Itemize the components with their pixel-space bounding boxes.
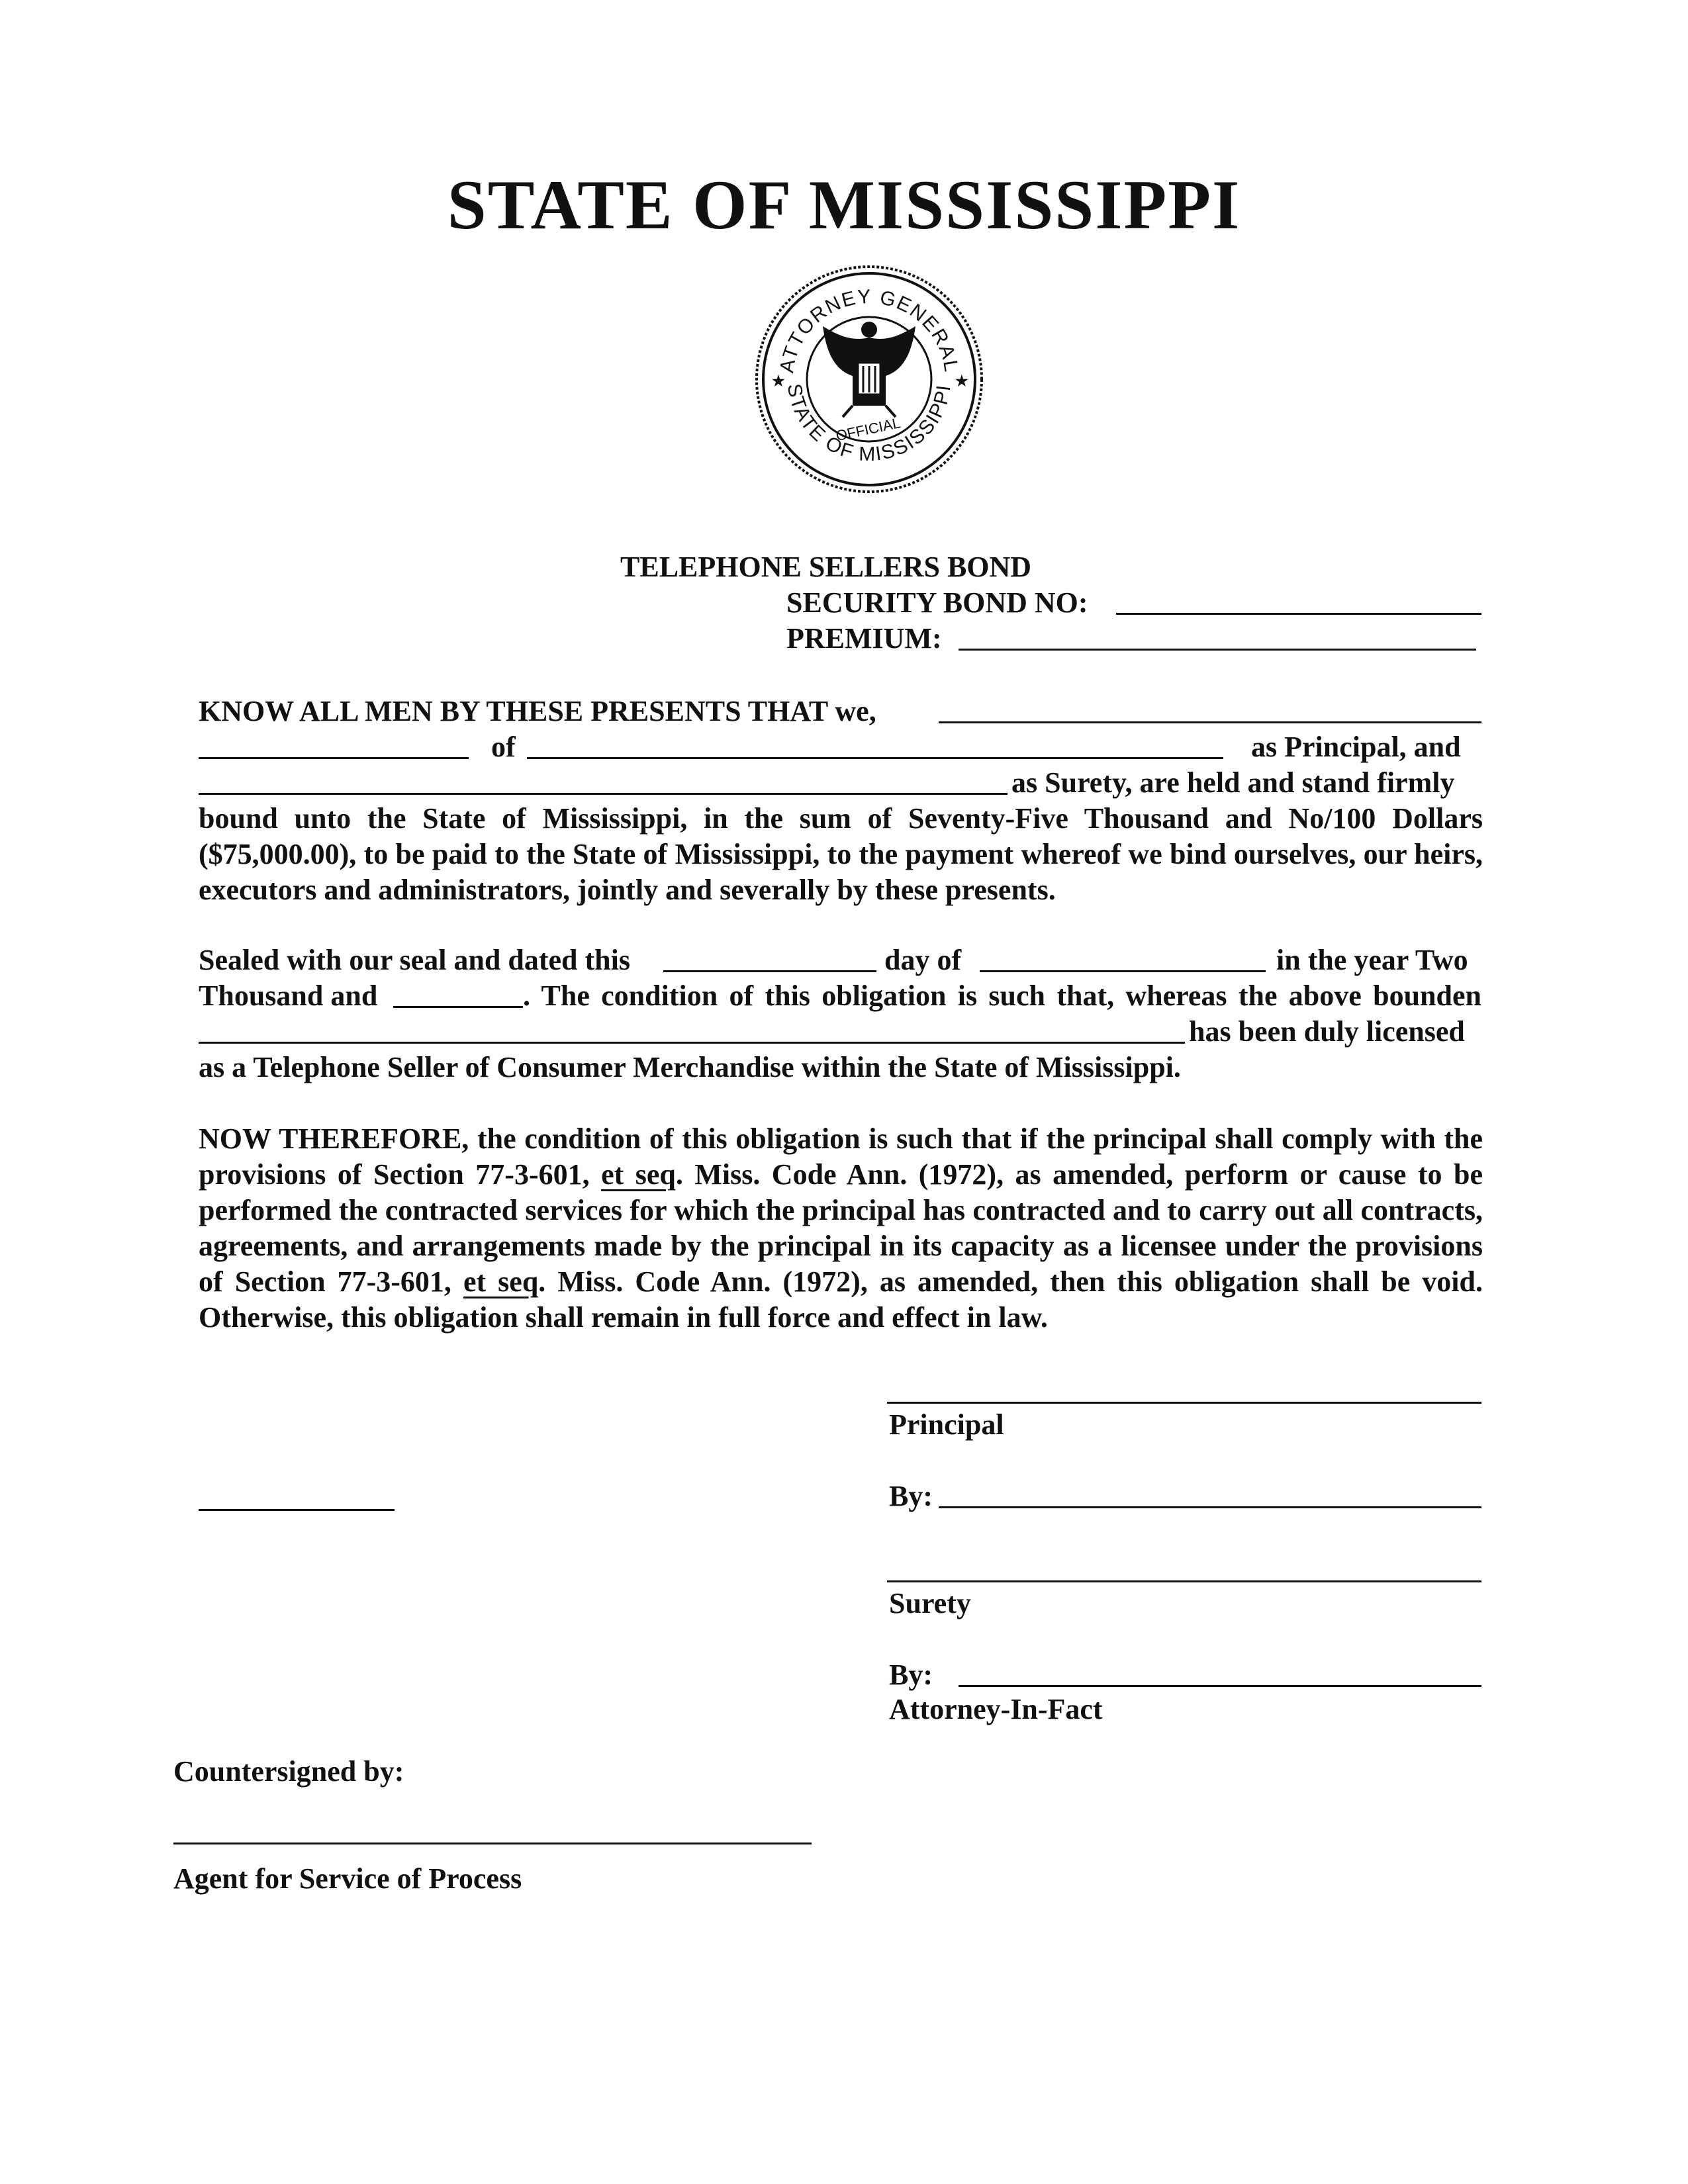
countersigned-label: Countersigned by: bbox=[173, 1755, 404, 1788]
svg-text:★: ★ bbox=[772, 373, 785, 389]
of-text: of bbox=[491, 731, 516, 763]
et-seq-1: et seq bbox=[601, 1158, 676, 1191]
page-title: STATE OF MISSISSIPPI bbox=[447, 166, 1241, 244]
as-principal-text: as Principal, and bbox=[1251, 731, 1461, 763]
et-seq-2: et seq bbox=[463, 1265, 539, 1298]
principal-label: Principal bbox=[889, 1408, 1004, 1441]
sealed-text: Sealed with our seal and dated this bbox=[199, 944, 630, 976]
seal-bottom-text: STATE OF MISSISSIPPI bbox=[782, 382, 955, 466]
principal-signature-field[interactable] bbox=[887, 1402, 1481, 1404]
year-field[interactable] bbox=[393, 1006, 523, 1008]
para3-part1: NOW THEREFORE, the condition of this obligation is such that if the principal shall comply with the provisions of Section 77-3-601, bbox=[199, 1122, 1483, 1191]
thousand-and-text: Thousand and bbox=[199, 979, 378, 1012]
seal-center-text: OFFICIAL bbox=[834, 414, 902, 445]
bond-no-field[interactable] bbox=[1116, 613, 1481, 615]
agent-label: Agent for Service of Process bbox=[173, 1862, 522, 1895]
principal-name-field[interactable] bbox=[939, 721, 1481, 723]
day-of-text: day of bbox=[884, 944, 962, 976]
left-signature-field[interactable] bbox=[199, 1509, 395, 1511]
principal-address-field[interactable] bbox=[527, 757, 1223, 759]
as-surety-text: as Surety, are held and stand firmly bbox=[1011, 766, 1455, 799]
seller-text: as a Telephone Seller of Consumer Merchandise within the State of Mississippi. bbox=[199, 1051, 1181, 1083]
day-field[interactable] bbox=[663, 970, 876, 972]
surety-signature-field[interactable] bbox=[887, 1580, 1481, 1582]
intro-text: KNOW ALL MEN BY THESE PRESENTS THAT we, bbox=[199, 695, 876, 727]
surety-name-field[interactable] bbox=[199, 793, 1008, 795]
premium-field[interactable] bbox=[959, 649, 1476, 651]
surety-label: Surety bbox=[889, 1587, 971, 1619]
by-label-1: By: bbox=[889, 1480, 933, 1512]
eagle-icon bbox=[823, 322, 915, 417]
svg-text:★: ★ bbox=[955, 373, 968, 389]
licensed-text: has been duly licensed bbox=[1189, 1015, 1465, 1048]
principal-by-field[interactable] bbox=[939, 1506, 1481, 1508]
surety-by-field[interactable] bbox=[959, 1685, 1481, 1687]
countersign-field[interactable] bbox=[173, 1843, 812, 1844]
seal-top-text: ATTORNEY GENERAL bbox=[776, 285, 962, 375]
bond-type: TELEPHONE SELLERS BOND bbox=[620, 551, 1032, 583]
year-two-text: in the year Two bbox=[1276, 944, 1468, 976]
licensee-field[interactable] bbox=[199, 1042, 1185, 1044]
condition-text: . The condition of this obligation is such that, whereas the above bounden bbox=[523, 979, 1481, 1012]
para3-body bbox=[199, 1121, 1483, 1336]
by-label-2: By: bbox=[889, 1659, 933, 1691]
attorney-general-seal bbox=[753, 263, 985, 495]
principal-location-field[interactable] bbox=[199, 757, 469, 759]
attorney-label: Attorney-In-Fact bbox=[889, 1693, 1103, 1725]
para1-body: bound unto the State of Mississippi, in the sum of Seventy-Five Thousand and No/100 Dollars ($75,000.00), to be paid to the State of Mississippi, to the payment whereof we bind ourselves, our heirs, executors and administrators, jointly and severally by these presents. bbox=[199, 802, 1483, 906]
para3-part3: . Miss. Code Ann. (1972), as amended, then this obligation shall be void. Otherwise, this obligation shall remain in full force and effect in law. bbox=[199, 1265, 1483, 1334]
month-field[interactable] bbox=[980, 970, 1266, 972]
para3-part2: . Miss. Code Ann. (1972), as amended, perform or cause to be performed the contracted services for which the principal has contracted and to carry out all contracts, agreements, and arrangements made by the principal in its capacity as a licensee under the provisions of Section 77-3-601, bbox=[199, 1158, 1483, 1298]
premium-label: PREMIUM: bbox=[786, 622, 942, 655]
bond-no-label: SECURITY BOND NO: bbox=[786, 586, 1088, 619]
